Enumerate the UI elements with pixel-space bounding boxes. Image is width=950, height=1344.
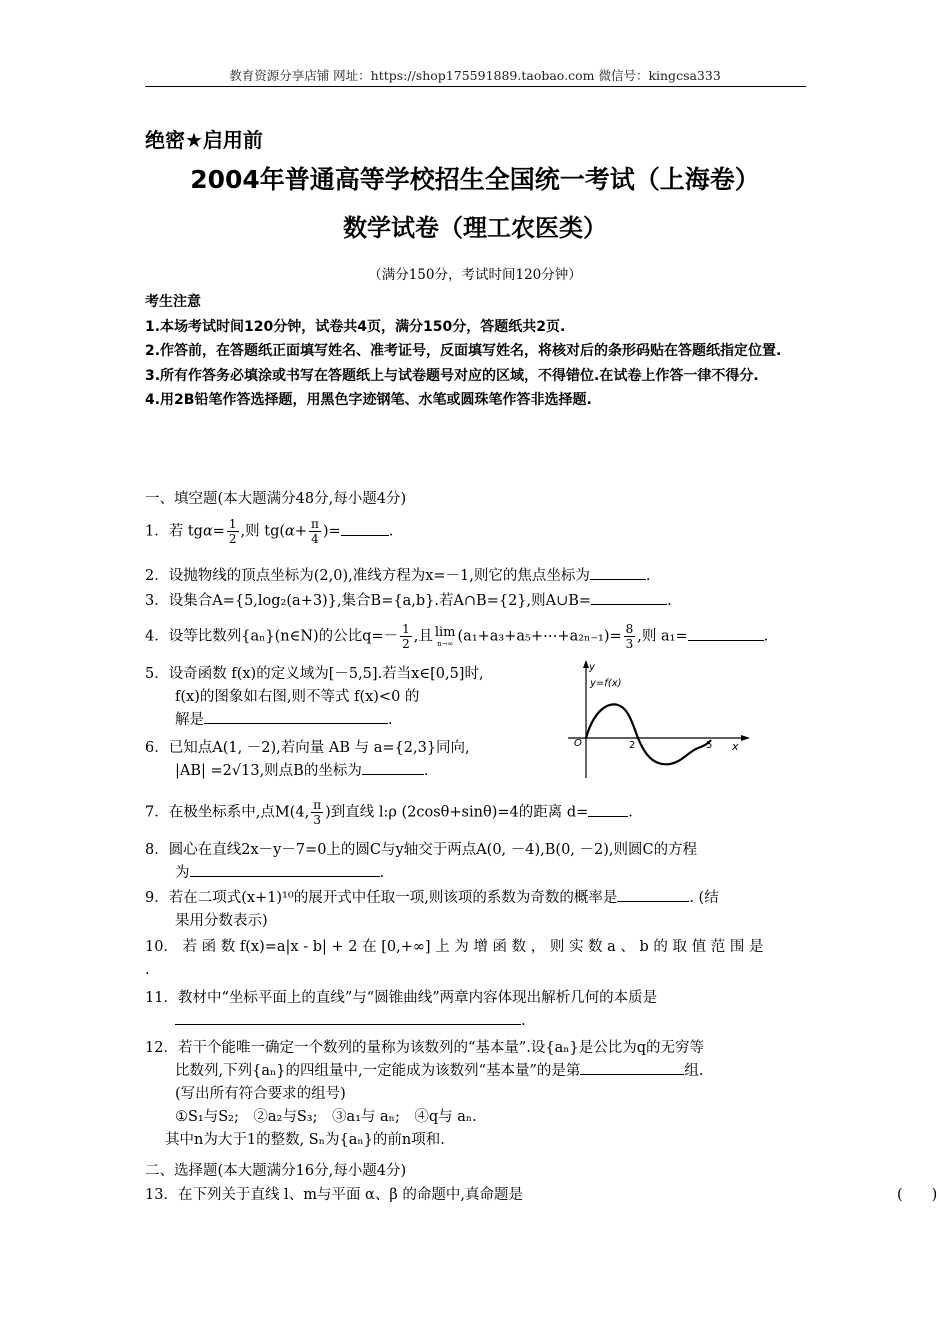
graph-y-axis-label: y <box>589 662 595 673</box>
question-8: 8．圆心在直线2x－y－7=0上的圆C与y轴交于两点A(0, －4),B(0, －2),则圆C的方程 为 . <box>145 842 698 881</box>
limit-symbol: lim n→∞ <box>434 624 456 648</box>
answer-blank[interactable] <box>688 626 764 641</box>
answer-blank[interactable] <box>588 802 628 817</box>
note-item: 2.作答前，在答题纸正面填写姓名、准考证号，反面填写姓名，将核对后的条形码贴在答题纸指定位置. <box>145 343 782 359</box>
question-12: 12．若干个能唯一确定一个数列的量称为该数列的“基本量”.设{aₙ}是公比为q的无穷等 比数列,下列{aₙ}的四组量中,一定能成为该数列“基本量”的是第 组. (写出所有符合要求的组号) ①S₁与S₂; ②a₂与S₃; ③a₁与 aₙ; ④q与 aₙ. 其中n为大于1的整数, Sₙ为{aₙ}的前n项和. <box>145 1040 705 1148</box>
answer-blank[interactable] <box>175 1010 521 1025</box>
fraction: $\frac{1}{2}$ <box>228 517 237 546</box>
score-time-note: （满分150分，考试时间120分钟） <box>368 267 582 283</box>
graph-tick-2: 2 <box>629 740 636 751</box>
question-2: 2．设抛物线的顶点坐标为(2,0),准线方程为x=－1,则它的焦点坐标为 . <box>145 565 810 588</box>
candidate-notes <box>145 290 810 413</box>
answer-blank[interactable] <box>204 709 388 724</box>
header-rule <box>145 86 806 87</box>
answer-blank[interactable] <box>617 887 689 902</box>
fraction: $\frac{\pi}{3}$ <box>313 798 322 827</box>
answer-blank[interactable] <box>341 521 389 536</box>
fraction: $\frac{1}{2}$ <box>402 622 410 651</box>
exam-subtitle: 数学试卷（理工农医类） <box>343 214 607 242</box>
answer-parentheses[interactable]: ( ) <box>897 1187 938 1203</box>
note-item: 3.所有作答务必填涂或书写在答题纸上与试卷题号对应的区域，不得错位.在试卷上作答一律不得分. <box>145 367 759 384</box>
fraction: $\frac{\pi}{4}$ <box>310 517 319 546</box>
secret-label: 绝密★启用前 <box>145 128 263 152</box>
page-header: 教育资源分享店铺 网址：https://shop175591889.taobao.com 微信号：kingcsa333 <box>229 68 721 83</box>
answer-blank[interactable] <box>362 760 424 775</box>
question-5: 5．设奇函数 f(x)的定义域为[－5,5].若当x∈[0,5]时, f(x)的图象如右图,则不等式 f(x)<0 的 解是 . <box>145 666 484 728</box>
graph-origin-label: O <box>574 738 582 749</box>
note-item: 4.用2B铅笔作答选择题，用黑色字迹钢笔、水笔或圆珠笔作答非选择题. <box>145 392 592 408</box>
question-13: 13．在下列关于直线 l、m与平面 α、β 的命题中,真命题是 ( ) <box>145 1184 810 1207</box>
question-1: 1．若 tgα= $\frac{1}{2}$ ,则 tg(α+ $\frac{\pi}{4}$ )= . <box>145 517 394 546</box>
section-choice-heading: 二、选择题(本大题满分16分,每小题4分) <box>145 1163 407 1179</box>
question-11: 11．教材中“坐标平面上的直线”与“圆锥曲线”两章内容体现出解析几何的本质是 . <box>145 990 658 1029</box>
fraction: $\frac{8}{3}$ <box>625 622 634 651</box>
answer-blank[interactable] <box>590 565 646 580</box>
function-graph <box>528 660 758 782</box>
question-7: 7．在极坐标系中,点M(4, $\frac{\pi}{3}$ )到直线 l:ρ (2cosθ+sinθ)=4的距离 d= . <box>145 798 633 827</box>
answer-blank[interactable] <box>580 1060 684 1075</box>
exam-title: 2004年普通高等学校招生全国统一考试（上海卷） <box>190 165 760 194</box>
question-3: 3．设集合A={5,log₂(a+3)},集合B={a,b}.若A∩B={2},则A∪B= . <box>145 590 810 613</box>
answer-blank[interactable] <box>591 590 667 605</box>
question-6: 6．已知点A(1, －2),若向量 AB 与 a={2,3}同向, |AB| =2√13,则点B的坐标为 . <box>145 740 470 779</box>
note-item: 1.本场考试时间120分钟，试卷共4页，满分150分，答题纸共2页. <box>145 318 566 335</box>
question-9: 9．若在二项式(x+1)¹⁰的展开式中任取一项,则该项的系数为奇数的概率是 . (结 果用分数表示) <box>145 887 810 933</box>
question-4: 4．设等比数列{aₙ}(n∈N)的公比q=－ $\frac{1}{2}$ ,且 lim n→∞ (a₁+a₃+a₅+⋯+a₂ₙ₋₁)= $\frac{8}{3}$ ,则 a₁= . <box>145 622 769 651</box>
graph-function-label: y=f(x) <box>590 678 622 689</box>
notes-heading: 考生注意 <box>145 294 201 310</box>
graph-tick-5: 5 <box>706 740 713 751</box>
section-fill-in-heading: 一、填空题(本大题满分48分,每小题4分) <box>145 491 407 507</box>
answer-blank[interactable] <box>190 862 380 877</box>
question-10: 10． 若 函 数 f(x)=a|x - b| + 2 在 [0,+∞] 上 为 增 函 数 ， 则 实 数 a 、 b 的 取 值 范 围 是 . <box>145 939 764 978</box>
graph-x-axis-label: x <box>732 740 739 753</box>
